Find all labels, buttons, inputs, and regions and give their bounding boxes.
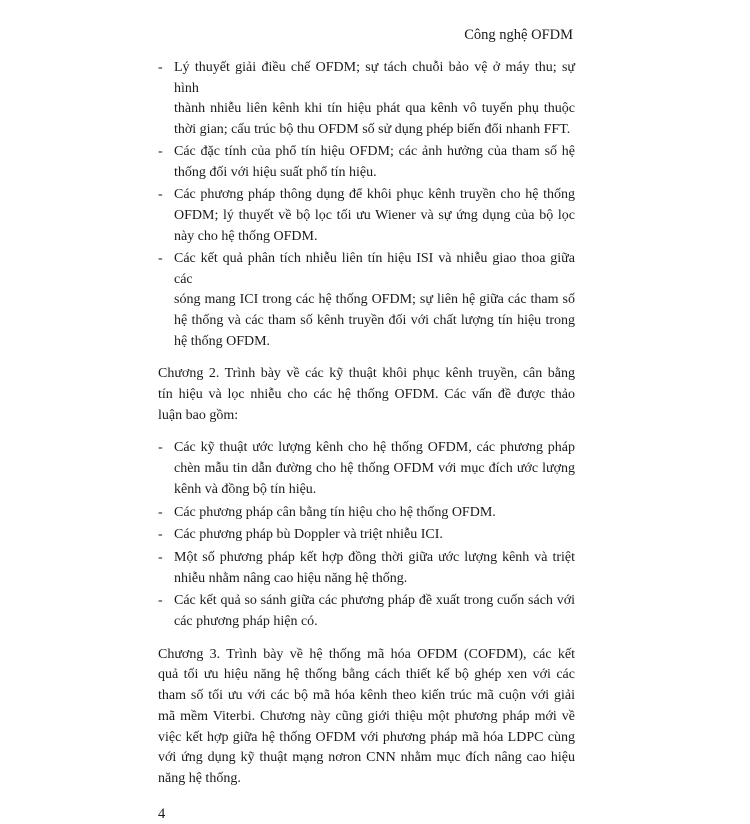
- bullet-list-chapter1: [158, 58, 575, 352]
- text-line: tham số tối ưu với các bộ mã hóa kênh theo kiến trúc mã cuộn với giải: [158, 688, 575, 704]
- bullet-marker: -: [158, 187, 163, 203]
- bullet-marker: -: [158, 144, 163, 160]
- bullet-marker: -: [158, 504, 163, 520]
- text-line: việc kết hợp giữa hệ thống OFDM với phương pháp mã hóa LDPC cùng: [158, 729, 575, 745]
- list-item: [158, 438, 575, 500]
- text-line: sóng mang ICI trong các hệ thống OFDM; sự liên hệ giữa các tham số: [174, 292, 575, 308]
- text-line: chèn mẫu tin dẫn đường cho hệ thống OFDM với mục đích ước lượng: [174, 461, 575, 477]
- list-item: [158, 185, 575, 247]
- text-line: Các phương pháp bù Doppler và triệt nhiễu ICI.: [174, 527, 443, 543]
- list-item: [158, 142, 575, 183]
- bullet-marker: -: [158, 440, 163, 456]
- page-number: 4: [158, 805, 166, 822]
- text-line: các phương pháp hiện có.: [174, 614, 318, 630]
- bullet-list-chapter2: [158, 438, 575, 632]
- text-line: thành nhiễu liên kênh khi tín hiệu phát qua kênh vô tuyến phụ thuộc: [174, 101, 575, 117]
- text-line: quả tối ưu hiệu năng hệ thống bằng cách thiết kế bộ ghép xen với các: [158, 667, 575, 683]
- text-line: Chương 3. Trình bày về hệ thống mã hóa OFDM (COFDM), các kết: [158, 646, 575, 662]
- text-line: nhiễu nhằm nâng cao hiệu năng hệ thống.: [174, 570, 408, 586]
- text-line: Các phương pháp cân bằng tín hiệu cho hệ thống OFDM.: [174, 504, 496, 520]
- list-item: [158, 548, 575, 589]
- text-line: OFDM; lý thuyết về bộ lọc tối ưu Wiener và sự ứng dụng của bộ lọc: [174, 207, 575, 223]
- running-header: Công nghệ OFDM: [464, 27, 573, 43]
- text-line: luận bao gồm:: [158, 407, 239, 423]
- text-line: với ứng dụng kỹ thuật mạng nơron CNN nhằm mục đích nâng cao hiệu: [158, 750, 575, 766]
- list-item: [158, 503, 575, 524]
- text-line: này cho hệ thống OFDM.: [174, 228, 318, 244]
- text-line: Lý thuyết giải điều chế OFDM; sự tách chuỗi bảo vệ ở máy thu; sự hình: [174, 60, 575, 96]
- text-line: Một số phương pháp kết hợp đồng thời giữa ước lượng kênh và triệt: [174, 549, 575, 565]
- bullet-marker: -: [158, 549, 163, 565]
- text-line: Các kết quả so sánh giữa các phương pháp đề xuất trong cuốn sách với: [174, 593, 575, 609]
- paragraph-chapter3: [158, 645, 575, 790]
- text-line: kênh và đồng bộ tín hiệu.: [174, 481, 317, 497]
- text-line: Các đặc tính của phổ tín hiệu OFDM; các ảnh hưởng của tham số hệ: [174, 144, 575, 160]
- bullet-marker: -: [158, 527, 163, 543]
- text-line: Các kết quả phân tích nhiễu liên tín hiệu ISI và nhiễu giao thoa giữa các: [174, 250, 575, 287]
- page-body: [158, 58, 575, 824]
- bullet-marker: -: [158, 60, 163, 75]
- text-line: năng hệ thống.: [158, 771, 241, 786]
- bullet-marker: -: [158, 250, 163, 266]
- text-line: Các kỹ thuật ước lượng kênh cho hệ thống OFDM, các phương pháp: [174, 440, 575, 456]
- text-line: mã mềm Viterbi. Chương này cũng giới thiệu một phương pháp mới về: [158, 708, 575, 724]
- paragraph-chapter2: [158, 364, 575, 426]
- text-line: thời gian; cấu trúc bộ thu OFDM số sử dụng phép biến đổi nhanh FFT.: [174, 122, 571, 138]
- text-line: hệ thống và các tham số kênh truyền đối với chất lượng tín hiệu trong: [174, 312, 575, 328]
- text-line: Các phương pháp thông dụng để khôi phục kênh truyền cho hệ thống: [174, 187, 575, 203]
- text-line: hệ thống OFDM.: [174, 333, 271, 349]
- list-item: [158, 525, 575, 546]
- text-line: Chương 2. Trình bày về các kỹ thuật khôi phục kênh truyền, cân bằng: [158, 366, 575, 382]
- list-item: [158, 249, 575, 353]
- list-item: [158, 591, 575, 632]
- text-line: thống đối với hiệu suất phổ tín hiệu.: [174, 165, 377, 181]
- bullet-marker: -: [158, 593, 163, 609]
- text-line: tín hiệu và lọc nhiễu cho các hệ thống OFDM. Các vấn đề được thảo: [158, 387, 575, 403]
- list-item: [158, 58, 575, 141]
